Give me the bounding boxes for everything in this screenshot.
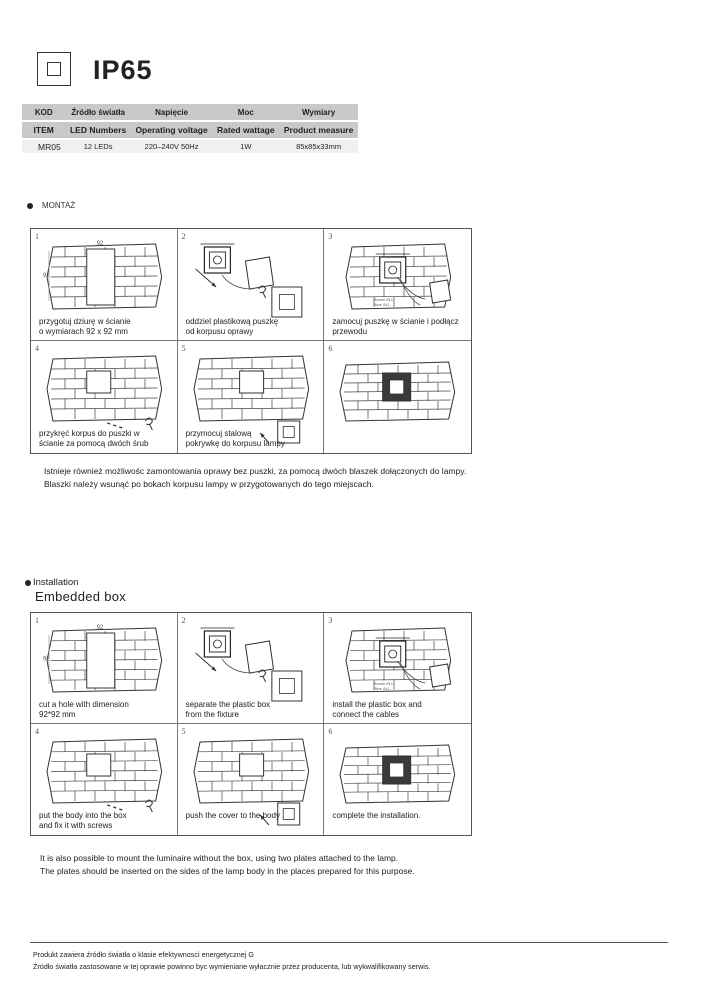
section-subtitle-en: Embedded box <box>35 589 127 604</box>
cell-measure: 85x85x33mm <box>279 139 358 153</box>
col-item: ITEM <box>22 121 65 139</box>
cell-leds: 12 LEDs <box>65 139 130 153</box>
step-4-panel <box>31 341 178 453</box>
col-wattage: Rated wattage <box>212 121 279 139</box>
step-caption: cut a hole with dimension <box>39 700 129 709</box>
step-6-panel <box>324 724 471 835</box>
step-caption: oddziel plastikową puszkę <box>185 317 279 326</box>
spec-table <box>22 104 358 153</box>
step-2-panel <box>178 613 325 724</box>
step-caption: o wymiarach 92 x 92 mm <box>39 327 128 336</box>
step-1-panel <box>31 229 178 341</box>
install-grid-pl <box>30 228 472 454</box>
table-row <box>22 139 358 153</box>
step-caption: push the cover to the body <box>185 811 280 820</box>
note-pl-line2: Blaszki należy wsunąć po bokach korpusu lampy w przygotowanych do tego miejscach. <box>44 479 374 489</box>
step-number: 6 <box>328 727 333 736</box>
spec-header-pl <box>22 104 358 121</box>
note-pl-line1: Istnieje również możliwośc zamontowania oprawy bez puszki, za pomocą dwóch blaszek dołączonych do lampy. <box>44 466 467 476</box>
dimension-label: 92 <box>43 656 50 663</box>
wire-label: Brown /N,L <box>374 297 394 302</box>
step-number: 1 <box>35 616 39 625</box>
footer-divider <box>30 942 668 943</box>
section-label-en: Installation <box>33 577 79 588</box>
cell-code: MR05 <box>22 139 65 153</box>
footer-line2: Źródło światła zastosowane w tej oprawie powinno byc wymieniane wyłacznie przez producenta, lub wykwalifikowany serwis. <box>33 962 431 971</box>
step-number: 6 <box>328 344 333 353</box>
step-number: 5 <box>181 344 186 353</box>
step-caption: przewodu <box>332 327 368 336</box>
dimension-label: 92 <box>43 273 50 279</box>
step-number: 2 <box>181 232 186 241</box>
step-caption: przykręć korpus do puszki w <box>39 429 140 438</box>
col-napiecie: Napięcie <box>131 104 213 121</box>
wire-label: Brown /N,L <box>374 681 394 686</box>
step-caption: put the body into the box <box>39 811 127 820</box>
step-number: 4 <box>35 727 39 736</box>
dimension-label: 92 <box>96 241 104 247</box>
step-number: 3 <box>328 616 333 625</box>
step-6-panel <box>324 341 471 453</box>
wire-label: Blue /N,L <box>374 302 391 307</box>
page-title: IP65 <box>93 55 153 85</box>
step-caption: connect the cables <box>332 710 400 719</box>
section-label-pl: MONTAŻ <box>42 201 76 210</box>
col-voltage: Operating voltage <box>131 121 213 139</box>
step-3-panel <box>324 613 471 724</box>
cell-voltage: 220–240V 50Hz <box>131 139 213 153</box>
col-kod: KOD <box>22 104 65 121</box>
step-number: 2 <box>181 616 186 625</box>
spec-header-en <box>22 121 358 139</box>
bullet-icon <box>27 203 33 209</box>
step-caption: przygotuj dziurę w ścianie <box>39 317 131 326</box>
step-caption: install the plastic box and <box>332 700 422 709</box>
col-wymiary: Wymiary <box>279 104 358 121</box>
col-zrodlo: Źródło światła <box>65 104 130 121</box>
col-led: LED Numbers <box>65 121 130 139</box>
step-caption: from the fixture <box>185 710 240 719</box>
note-en-line2: The plates should be inserted on the sides of the lamp body in the places prepared for this purpose. <box>40 866 415 876</box>
step-1-panel <box>31 613 178 724</box>
step-caption: od korpusu oprawy <box>185 327 254 336</box>
step-caption: separate the plastic box <box>185 700 271 709</box>
step-caption: zamocuj puszkę w ścianie i podłącz <box>332 317 459 326</box>
step-4-panel <box>31 724 178 835</box>
step-caption: 92*92 mm <box>39 710 76 719</box>
step-number: 5 <box>181 727 186 736</box>
step-caption: pokrywkę do korpusu lampy <box>185 439 285 448</box>
col-measure: Product measure <box>279 121 358 139</box>
wire-label: Blue /N,L <box>374 686 391 691</box>
step-number: 3 <box>328 232 333 241</box>
step-illustration <box>324 341 471 453</box>
step-5-panel <box>178 341 325 453</box>
ip-rating-logo <box>37 52 71 86</box>
step-caption: ścianie za pomocą dwóch śrub <box>39 439 149 448</box>
step-number: 4 <box>35 344 39 353</box>
install-grid-en <box>30 612 472 836</box>
step-number: 1 <box>35 232 39 241</box>
step-5-panel <box>178 724 325 835</box>
dimension-label: 92 <box>96 625 104 631</box>
col-moc: Moc <box>212 104 279 121</box>
step-caption: and fix it with screws <box>39 821 113 830</box>
step-2-panel <box>178 229 325 341</box>
step-caption: przymocuj stalową <box>185 429 252 438</box>
cell-wattage: 1W <box>212 139 279 153</box>
note-en-line1: It is also possible to mount the luminaire without the box, using two plates attached to the lamp. <box>40 853 399 863</box>
footer-line1: Produkt zawiera źródło światła o klasie efektywnosci energetycznej G <box>33 950 254 959</box>
step-3-panel <box>324 229 471 341</box>
step-caption: complete the installation. <box>332 811 421 820</box>
bullet-icon <box>25 580 31 586</box>
